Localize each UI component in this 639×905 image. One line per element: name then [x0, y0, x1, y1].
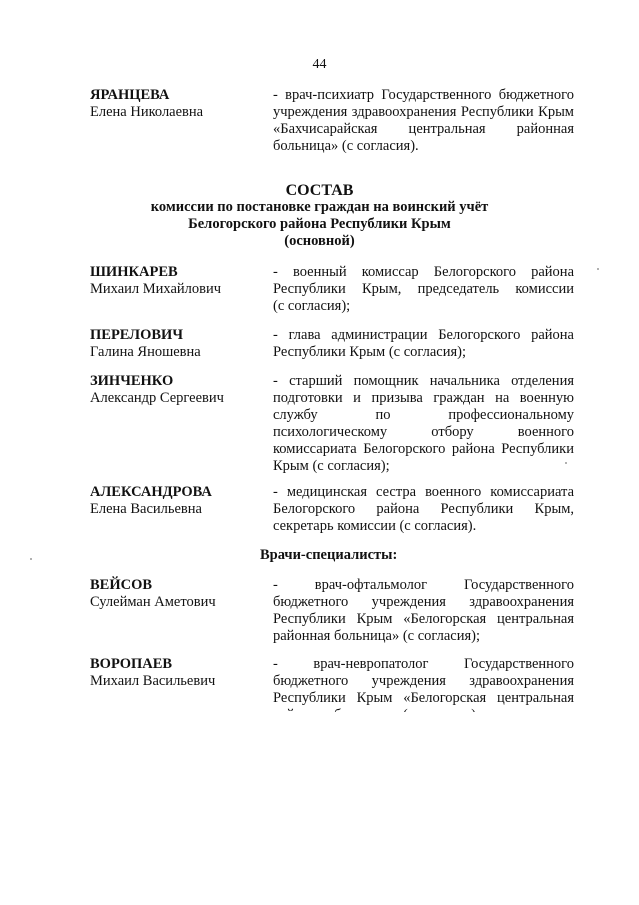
member-name [90, 264, 275, 298]
description-line: службу по профессиональному [273, 407, 574, 423]
member-name [90, 373, 275, 407]
description-line: - врач-офтальмолог Государственного [273, 577, 574, 593]
scan-speck [597, 268, 599, 270]
description-line: - медицинская сестра военного комиссариата [273, 484, 574, 500]
description-line: «Бахчисарайская центральная районная [273, 121, 574, 137]
member-name [90, 484, 275, 518]
member-description [273, 327, 574, 361]
member-name [90, 577, 275, 611]
member-given-name: Александр Сергеевич [90, 390, 224, 406]
description-line: - глава администрации Белогорского района [273, 327, 574, 343]
description-line: Республики Крым «Белогорская центральная [273, 690, 574, 706]
description-line: - старший помощник начальника отделения [273, 373, 574, 389]
heading-title: СОСТАВ [285, 182, 354, 199]
member-description [273, 577, 574, 645]
member-description [273, 87, 574, 155]
description-line: районная больница» (с согласия); [273, 628, 481, 644]
description-line: Белогорского района Республики Крым, [273, 501, 574, 517]
description-line: психологическому отбору военного [273, 424, 574, 440]
member-given-name: Сулейман Аметович [90, 594, 216, 610]
description-line: бюджетного учреждения здравоохранения [273, 673, 574, 689]
description-line: - врач-психиатр Государственного бюджетного [273, 87, 574, 103]
member-given-name: Елена Васильевна [90, 501, 202, 517]
member-given-name: Галина Яношевна [90, 344, 201, 360]
heading-line: комиссии по постановке граждан на воинский учёт [150, 199, 489, 215]
member-surname: ПЕРЕЛОВИЧ [90, 327, 183, 343]
description-line: Республики Крым «Белогорская центральная [273, 611, 574, 627]
description-line: - военный комиссар Белогорского района [273, 264, 574, 280]
member-description [273, 373, 574, 475]
scan-speck [30, 558, 32, 560]
page-number: 44 [312, 57, 327, 72]
heading-line: Белогорского района Республики Крым [188, 216, 451, 232]
description-line: секретарь комиссии (с согласия). [273, 518, 477, 534]
member-description [273, 264, 574, 315]
member-surname: АЛЕКСАНДРОВА [90, 484, 212, 500]
member-given-name: Елена Николаевна [90, 104, 204, 120]
member-name [90, 87, 275, 121]
subheading: Врачи-специалисты: [260, 547, 398, 563]
member-surname: ВЕЙСОВ [90, 577, 153, 593]
description-line: Республики Крым, председатель комиссии [273, 281, 574, 297]
description-line: учреждения здравоохранения Республики Крым [273, 104, 574, 120]
description-line: - врач-невропатолог Государственного [273, 656, 574, 672]
member-description [273, 484, 574, 535]
scan-speck [565, 462, 567, 464]
member-surname: ЗИНЧЕНКО [90, 373, 174, 389]
description-line: больница» (с согласия). [273, 138, 419, 154]
description-line: комиссариата Белогорского района Республики [273, 441, 574, 457]
section-heading [0, 182, 639, 250]
member-given-name: Михаил Михайлович [90, 281, 222, 297]
member-name [90, 656, 275, 690]
member-surname: ВОРОПАЕВ [90, 656, 173, 672]
blank-page-area [0, 712, 639, 905]
member-surname: ЯРАНЦЕВА [90, 87, 170, 103]
description-line: Крым (с согласия); [273, 458, 390, 474]
description-line: подготовки и призыва граждан на военную [273, 390, 574, 406]
member-surname: ШИНКАРЕВ [90, 264, 178, 280]
member-given-name: Михаил Васильевич [90, 673, 216, 689]
description-line: Республики Крым (с согласия); [273, 344, 467, 360]
heading-line: (основной) [284, 233, 355, 249]
member-name [90, 327, 275, 361]
description-line: бюджетного учреждения здравоохранения [273, 594, 574, 610]
description-line: (с согласия); [273, 298, 351, 314]
